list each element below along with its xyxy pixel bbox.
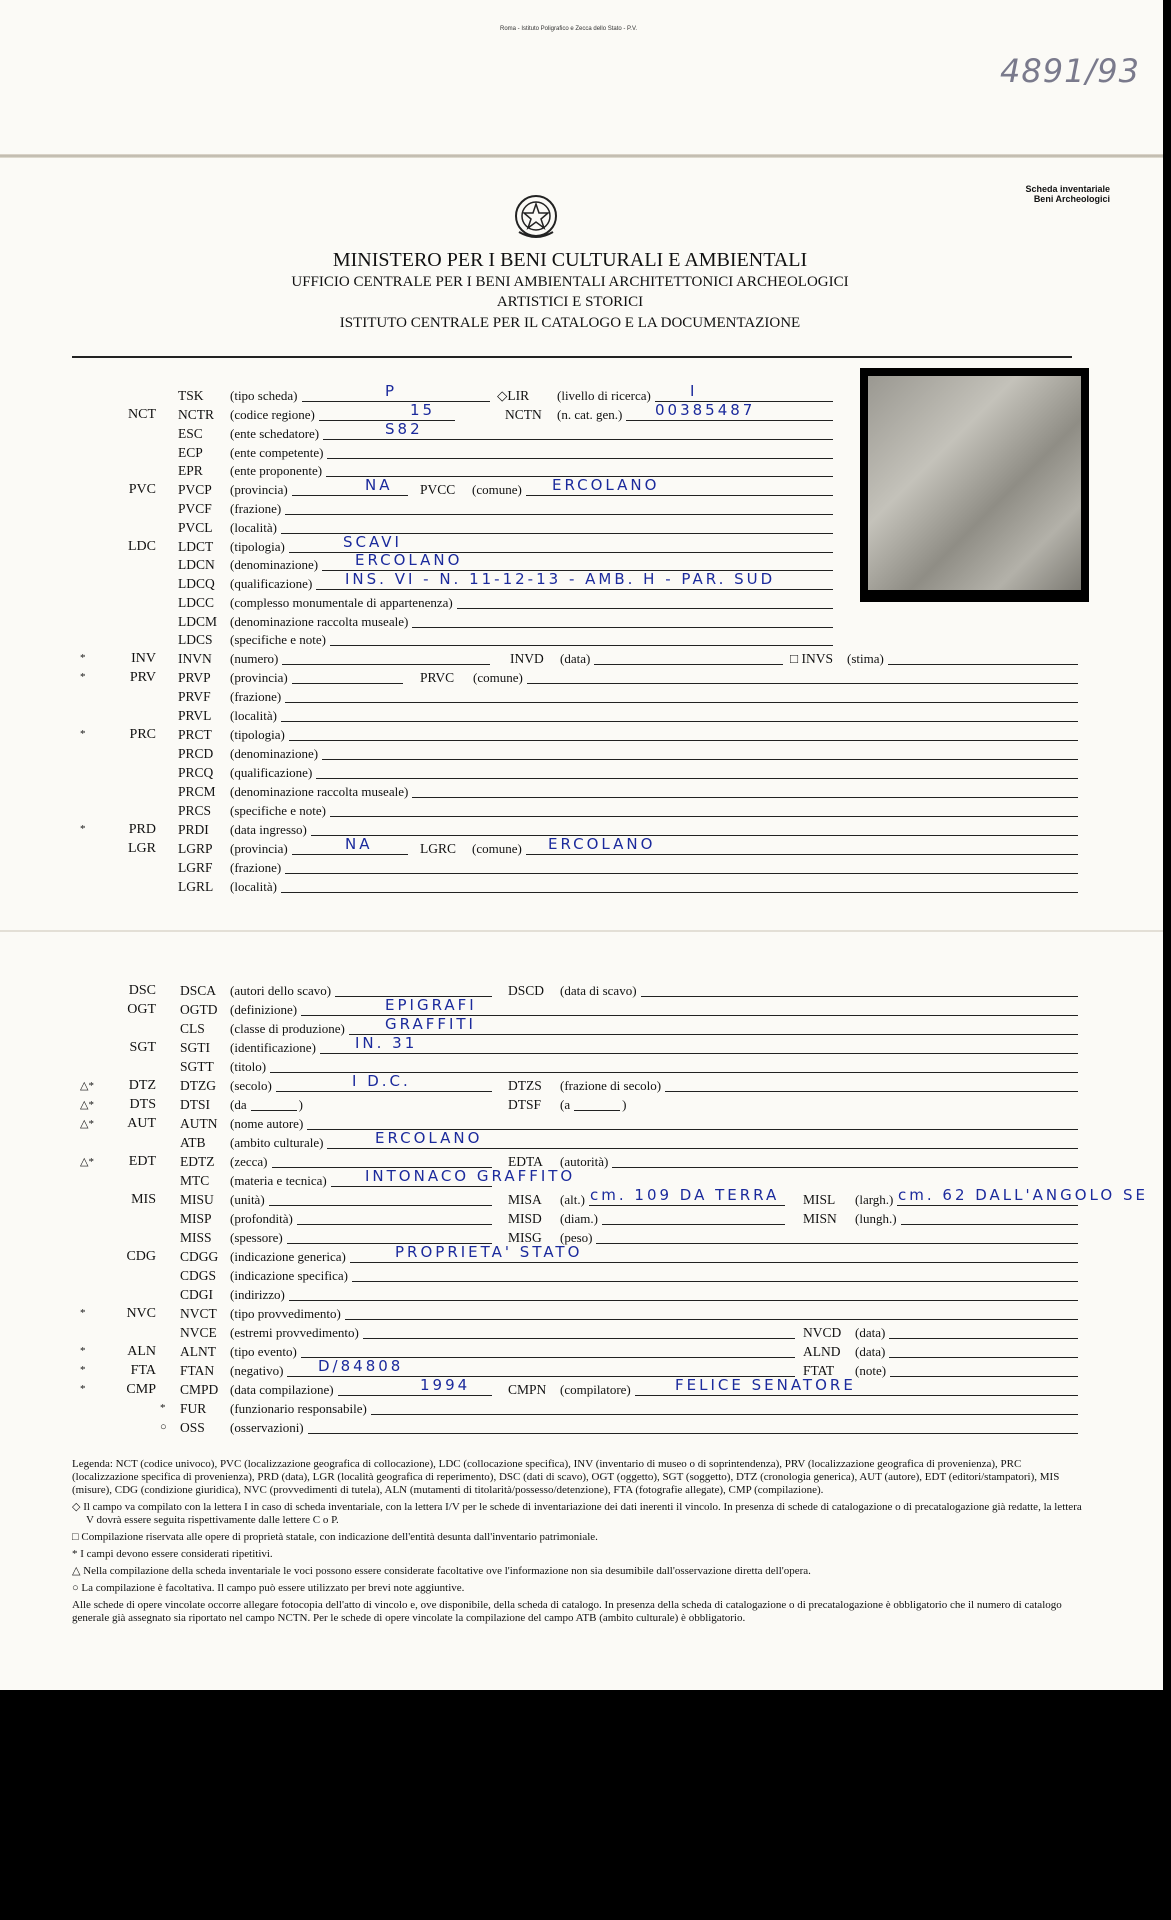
required-mark: * [160,1402,166,1414]
field-label: (comune) [472,482,522,497]
field-code: DTSF [508,1097,542,1112]
field-value[interactable]: P [385,382,398,400]
field-label: (località) [230,879,277,894]
field-code: CDGG [180,1249,219,1264]
field-label: (specifiche e note) [230,632,327,647]
field-label: (tipologia) [230,727,285,742]
required-mark: * [80,1345,86,1357]
required-mark: * [80,1307,86,1319]
field-label: (estremi provvedimento) [230,1325,359,1340]
group-code: SGT [129,1040,156,1055]
field-label: (data di scavo) [560,983,637,998]
field-value[interactable]: cm. 109 DA TERRA [590,1186,780,1204]
field-line[interactable] [292,854,408,855]
field-code: CLS [180,1021,205,1036]
field-label: (complesso monumentale di appartenenza) [230,595,453,610]
field-line[interactable] [457,608,833,609]
field-label: (tipologia) [230,539,285,554]
group-code: CMP [126,1382,156,1397]
field-code: PRVL [178,708,212,723]
field-label: (data) [560,651,591,666]
field-line[interactable] [320,1053,1078,1054]
group-code: PRD [128,822,156,837]
field-code: MISG [508,1230,542,1245]
field-line[interactable] [323,439,833,440]
field-code: PVCP [178,482,212,497]
field-label: (denominazione raccolta museale) [230,784,409,799]
group-code: CDG [126,1249,156,1264]
field-line[interactable] [281,892,1078,893]
field-line[interactable] [285,873,1078,874]
field-code: PRCD [178,746,214,761]
field-label: (da [230,1097,247,1112]
italian-republic-emblem-icon [513,192,559,242]
field-line[interactable] [635,1395,1078,1396]
field-code: FUR [180,1401,207,1416]
office-line-2: ARTISTICI E STORICI [496,294,644,310]
field-code: MISS [180,1230,212,1245]
group-code: PVC [128,482,156,497]
required-mark: * [80,671,86,683]
field-value[interactable]: INS. VI - N. 11-12-13 - AMB. H - PAR. SUD [345,570,776,588]
scheda-label: Scheda inventariale Beni Archeologici [1025,184,1110,204]
field-code: ALND [803,1344,841,1359]
field-code: CDGI [180,1287,213,1302]
field-line[interactable] [412,627,833,628]
field-code: MISA [508,1192,542,1207]
field-code: LDCS [178,632,213,647]
field-line[interactable] [349,1034,1078,1035]
field-label: (qualificazione) [230,576,313,591]
field-line[interactable] [338,1395,492,1396]
field-label: (livello di ricerca) [557,388,651,403]
field-line[interactable] [281,721,1078,722]
ministry-title: MINISTERO PER I BENI CULTURALI E AMBIENTALI [332,249,808,271]
field-line[interactable] [330,816,1078,817]
field-label: (stima) [847,651,884,666]
field-label: (codice regione) [230,407,315,422]
group-code: INV [131,651,156,666]
required-mark: △* [80,1118,94,1130]
field-label: (unità) [230,1192,265,1207]
field-code: FTAT [803,1363,835,1378]
field-value[interactable]: 1994 [420,1376,471,1394]
field-label-close: ) [622,1097,627,1112]
field-code: ECP [178,445,203,460]
field-label: (n. cat. gen.) [557,407,623,422]
group-code: ALN [127,1344,156,1359]
field-value[interactable]: SCAVI [343,533,402,551]
group-code: OGT [127,1002,156,1017]
field-code: LDCN [178,557,215,572]
field-code: INVN [178,651,212,666]
field-line[interactable] [285,514,833,515]
field-line[interactable] [901,1224,1078,1225]
field-code: ◇LIR [497,388,530,403]
field-label: (largh.) [855,1192,894,1207]
field-code: PRVP [178,670,211,685]
field-value[interactable]: IN. 31 [355,1034,418,1052]
legend-note-triangle: △ Nella compilazione della scheda inventariale le voci possono essere considerate facoltative ove l'informazione non sia desumibile dall'osservazione diretta dell'opera. [72,1565,811,1577]
field-label-close: ) [298,1097,303,1112]
field-code: INVD [510,651,544,666]
header-rule [72,356,1072,358]
field-label: (identificazione) [230,1040,316,1055]
field-line[interactable] [297,1224,492,1225]
field-code: NVCT [180,1306,217,1321]
field-line[interactable] [897,1205,1078,1206]
field-label: (tipo provvedimento) [230,1306,341,1321]
field-line[interactable] [311,835,1078,836]
field-label: (compilatore) [560,1382,631,1397]
field-label: (ambito culturale) [230,1135,324,1150]
field-line[interactable] [316,778,1078,779]
field-label: (ente schedatore) [230,426,320,441]
field-code: LDCC [178,595,215,610]
field-line[interactable] [526,854,1078,855]
field-line[interactable] [594,664,783,665]
group-code: MIS [131,1192,156,1207]
field-line[interactable] [412,797,1078,798]
field-label: (data compilazione) [230,1382,334,1397]
field-code: MISN [803,1211,837,1226]
field-label: (osservazioni) [230,1420,304,1435]
field-value[interactable]: NA [365,476,393,494]
field-value[interactable]: EPIGRAFI [385,996,477,1014]
field-label: (definizione) [230,1002,298,1017]
legend-note-diamond: ◇ Il campo va compilato con la lettera I in caso di scheda inventariale, con la lettera I/V per le schede di inventariazione dei dati inerenti il vincolo. In presenza di schede di catalogazione o di precatalogazione già redatte, la lettera V dovrà essere seguita rispettivamente dalle lettere C o P. [72,1501,1082,1526]
field-code: PRCT [178,727,212,742]
field-value[interactable]: GRAFFITI [385,1015,476,1033]
required-mark: * [80,1383,86,1395]
field-value[interactable]: 00385487 [655,401,756,419]
field-code: LDCT [178,539,214,554]
legend-note-circle: ○ La compilazione è facoltativa. Il campo può essere utilizzato per brevi note aggiuntive. [72,1582,465,1594]
field-code: MISD [508,1211,542,1226]
group-code: DTZ [128,1078,156,1093]
field-line[interactable] [327,1148,1078,1149]
field-label: (titolo) [230,1059,267,1074]
field-label: (qualificazione) [230,765,313,780]
office-line-1: UFFICIO CENTRALE PER I BENI AMBIENTALI ARCHITETTONICI ARCHEOLOGICI [291,274,849,290]
field-line[interactable] [330,645,833,646]
field-code: EDTZ [180,1154,215,1169]
field-label: (classe di produzione) [230,1021,345,1036]
field-label: (autori dello scavo) [230,983,332,998]
field-line[interactable] [316,589,833,590]
field-code: PVCF [178,501,212,516]
field-code: AUTN [180,1116,218,1131]
field-label: (località) [230,520,277,535]
field-code: NVCE [180,1325,217,1340]
field-label: (a [560,1097,571,1112]
group-code: PRV [129,670,156,685]
field-line[interactable] [602,1224,785,1225]
field-code: PRCQ [178,765,214,780]
required-mark: ○ [160,1421,167,1433]
field-label: (negativo) [230,1363,284,1378]
field-code: LDCQ [178,576,215,591]
field-code: DSCA [180,983,217,998]
required-mark: * [80,1364,86,1376]
field-line[interactable] [327,458,833,459]
legend-closing: Alle schede di opere vincolate occorre allegare fotocopia dell'atto di vincolo e, ove disponibile, della scheda di catalogo. In presenza della scheda di catalogazione o di precatalogazione è obbligatorio che il numero di catalogo generale già assegnato sia riportato nel campo NCTN. Per le schede di opere vincolate la compilazione del campo ATB (ambito culturale) è obbligatorio. [72,1599,1062,1624]
group-code: DSC [128,983,156,998]
group-code: LDC [128,539,156,554]
field-label: (ente competente) [230,445,324,460]
field-value[interactable]: ERCOLANO [552,476,660,494]
field-label: (data) [855,1344,886,1359]
field-code: MISU [180,1192,214,1207]
handwritten-file-number: 4891/93 [1000,52,1140,90]
field-code: PRDI [178,822,209,837]
field-code: PRCS [178,803,212,818]
field-value[interactable]: ERCOLANO [548,835,656,853]
required-mark: * [80,823,86,835]
field-code: CMPN [508,1382,547,1397]
legend-intro: Legenda: NCT (codice univoco), PVC (localizzazione geografica di collocazione), LDC (collocazione specifica), INV (inventario di museo o di soprintendenza), PRV (localizzazione geografica di provenienza), PRC (localizzazione specifica di provenienza), PRD (data), LGR (località geografica di reperimento), DSC (dati di scavo), OGT (oggetto), SGT (soggetto), DTZ (cronologia generica), AUT (autore), EDT (editori/stampatori), MIS (misure), CDG (condizione giuridica), NVC (provvedimenti di tutela), ALN (mutamenti di titolarità/possesso/detenzione), FTA (fotografie allegate), CMP (compilazione). [72,1458,1060,1496]
required-mark: * [80,728,86,740]
field-value[interactable]: NA [345,835,373,853]
field-line[interactable] [285,702,1078,703]
field-line[interactable] [302,401,490,402]
fold-line [0,154,1163,158]
field-line[interactable] [292,495,408,496]
field-code: PVCC [420,482,456,497]
field-label: (frazione) [230,689,282,704]
required-mark: * [80,652,86,664]
field-value[interactable]: FELICE SENATORE [675,1376,856,1394]
field-code: PRVC [420,670,455,685]
field-code: NCTN [505,407,542,422]
field-code: OSS [180,1420,205,1435]
field-label: (indicazione generica) [230,1249,346,1264]
field-line[interactable] [276,1091,492,1092]
field-line[interactable] [289,740,1078,741]
group-code: EDT [128,1154,156,1169]
field-code: □ INVS [790,651,834,666]
field-label: (zecca) [230,1154,268,1169]
field-label: (funzionario responsabile) [230,1401,367,1416]
field-label: (località) [230,708,277,723]
field-line [251,1110,297,1111]
field-line[interactable] [596,1243,1078,1244]
field-label: (autorità) [560,1154,609,1169]
field-line[interactable] [371,1414,1078,1415]
field-code: SGTI [180,1040,210,1055]
legend-note-square: □ Compilazione riservata alle opere di proprietà statale, con indicazione dell'entità desunta dall'inventario patrimoniale. [72,1531,598,1543]
field-code: DTZS [508,1078,542,1093]
field-label: (frazione) [230,860,282,875]
field-line[interactable] [665,1091,1078,1092]
field-code: LDCM [178,614,218,629]
field-code: MISL [803,1192,836,1207]
field-line[interactable] [612,1167,1078,1168]
field-label: (denominazione) [230,557,319,572]
printer-line: Roma - Istituto Poligrafico e Zecca dello Stato - P.V. [500,26,638,32]
field-code: NVCD [803,1325,842,1340]
legend-note-star: * I campi devono essere considerati ripetitivi. [72,1548,273,1560]
field-line[interactable] [527,683,1078,684]
field-code: PRCM [178,784,216,799]
field-line[interactable] [322,759,1078,760]
field-label: (diam.) [560,1211,598,1226]
field-line[interactable] [889,1357,1078,1358]
field-code: LGRL [178,879,214,894]
field-label: (materia e tecnica) [230,1173,327,1188]
group-code: DTS [129,1097,156,1112]
field-label: (frazione di secolo) [560,1078,662,1093]
field-value[interactable]: 15 [410,401,436,419]
field-line[interactable] [626,420,833,421]
field-label: (spessore) [230,1230,283,1245]
field-code: EDTA [508,1154,543,1169]
field-value[interactable]: I D.C. [352,1072,411,1090]
field-line[interactable] [890,1376,1078,1377]
field-line[interactable] [308,1433,1078,1434]
field-label: (lungh.) [855,1211,897,1226]
field-code: PVCL [178,520,213,535]
field-label: (numero) [230,651,279,666]
field-value[interactable]: PROPRIETA' STATO [395,1243,583,1261]
field-label: (denominazione) [230,746,319,761]
attached-photo [860,368,1089,602]
field-label: (peso) [560,1230,593,1245]
field-code: LGRC [420,841,457,856]
field-label: (frazione) [230,501,282,516]
field-line [574,1110,620,1111]
field-code: FTAN [180,1363,215,1378]
field-code: SGTT [180,1059,214,1074]
field-line[interactable] [526,495,833,496]
field-line[interactable] [289,1300,1078,1301]
group-code: LGR [128,841,156,856]
field-line[interactable] [641,996,1078,997]
field-code: TSK [178,388,204,403]
field-label: (profondità) [230,1211,293,1226]
required-mark: △* [80,1156,94,1168]
field-line[interactable] [589,1205,785,1206]
field-line[interactable] [269,1205,492,1206]
field-line[interactable] [292,683,403,684]
field-label: (provincia) [230,670,288,685]
field-label: (tipo evento) [230,1344,297,1359]
field-value[interactable]: S82 [385,420,423,438]
field-label: (tipo scheda) [230,388,298,403]
field-code: DSCD [508,983,545,998]
field-line[interactable] [282,664,490,665]
field-label: (comune) [473,670,523,685]
field-label: (data ingresso) [230,822,307,837]
group-code: NCT [128,407,156,422]
field-label: (specifiche e note) [230,803,327,818]
field-value[interactable]: D/84808 [318,1357,404,1375]
field-code: LGRP [178,841,213,856]
field-label: (denominazione raccolta museale) [230,614,409,629]
field-line[interactable] [888,664,1078,665]
field-label: (secolo) [230,1078,272,1093]
group-code: PRC [129,727,156,742]
field-label: (provincia) [230,482,288,497]
group-code: NVC [126,1306,156,1321]
field-code: MTC [180,1173,210,1188]
field-code: LGRF [178,860,213,875]
field-code: ESC [178,426,203,441]
field-label: (comune) [472,841,522,856]
field-label: (nome autore) [230,1116,304,1131]
field-line[interactable] [345,1319,1078,1320]
field-code: NCTR [178,407,215,422]
group-code: AUT [127,1116,156,1131]
field-code: CMPD [180,1382,219,1397]
field-value[interactable]: cm. 62 DALL'ANGOLO SE [898,1186,1148,1204]
field-code: MISP [180,1211,212,1226]
field-code: EPR [178,463,203,478]
field-code: DTSI [180,1097,210,1112]
field-label: (indirizzo) [230,1287,285,1302]
field-value[interactable]: ERCOLANO [355,551,463,569]
required-mark: △* [80,1080,94,1092]
field-label: (provincia) [230,841,288,856]
field-code: OGTD [180,1002,218,1017]
fold-line [0,930,1163,932]
group-code: FTA [130,1363,156,1378]
field-line[interactable] [889,1338,1078,1339]
field-value[interactable]: INTONACO GRAFFITO [365,1167,576,1185]
field-label: (alt.) [560,1192,585,1207]
field-code: CDGS [180,1268,217,1283]
field-value[interactable]: I [690,382,698,400]
field-code: ALNT [180,1344,216,1359]
field-line[interactable] [331,1186,492,1187]
field-line[interactable] [363,1338,795,1339]
legend [72,1458,1082,1629]
institute-title: ISTITUTO CENTRALE PER IL CATALOGO E LA DOCUMENTAZIONE [339,315,801,331]
required-mark: △* [80,1099,94,1111]
field-line[interactable] [350,1262,1078,1263]
field-line[interactable] [352,1281,1078,1282]
field-code: DTZG [180,1078,216,1093]
field-code: ATB [180,1135,206,1150]
field-label: (note) [855,1363,887,1378]
field-label: (indicazione specifica) [230,1268,349,1283]
field-label: (data) [855,1325,886,1340]
field-label: (ente proponente) [230,463,323,478]
field-code: PRVF [178,689,211,704]
field-value[interactable]: ERCOLANO [375,1129,483,1147]
